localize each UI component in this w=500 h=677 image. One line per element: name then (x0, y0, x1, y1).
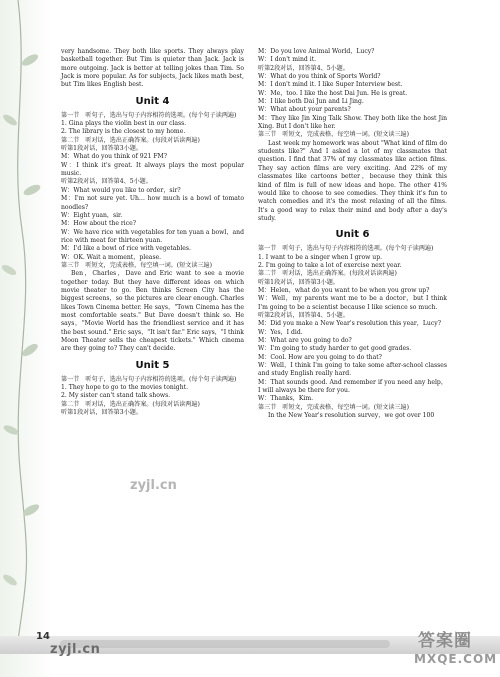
text-line: 2. I'm going to take a lot of exercise next year. (258, 261, 402, 269)
decorative-vine-strip (0, 0, 52, 677)
text-line: 第一节 听句子，选出与句子内容相符的选项。(每个句子读两遍) (61, 111, 237, 119)
text-line: 第二节 听对话，选出正确答案。(每段对话读两遍) (61, 400, 200, 408)
text-line: W：Eight yuan，sir. (61, 211, 123, 219)
text-line: 第一节 听句子，选出与句子内容相符的选项。(每个句子读两遍) (258, 245, 434, 253)
text-line: 听第2段对话，回答第4、5小题。 (258, 64, 349, 72)
text-line: 听第1段对话，回答第3小题。 (258, 278, 339, 286)
text-line: 第三节 听短文，完成表格，每空填一词。(短文读三遍) (258, 131, 410, 139)
text-line: 2. My sister can't stand talk shows. (61, 392, 171, 400)
badge-top-text: 答案圈 (418, 631, 472, 651)
text-line: W：Me，too. I like the host Dai Jun. He is great. (258, 89, 408, 97)
text-line: M：What do you think of 921 FM? (61, 153, 168, 161)
unit-heading: Unit 6 (335, 229, 370, 241)
text-line: 1. Gina plays the violin best in our class. (61, 120, 187, 128)
text-line: W：Well，I think I'm going to take some after-school classes and study English really hard. (258, 362, 447, 378)
text-line: 听第2段对话，回答第4、5小题。 (61, 178, 152, 186)
text-line: very handsome. They both like sports. They always play basketball together. But Tim is quieter than Jack. Jack is more outgoing. Jack is better at telling jokes than Tim. So Jack is more popular. As for subjects, Jack likes math best, but Tim likes English best. (61, 48, 244, 89)
text-line: 第一节 听句子，选出与句子内容相符的选项。(每个句子读两遍) (61, 375, 237, 383)
text-line: W：Well，my parents want me to be a doctor，but I think I'm going to be a scientist because I like science so much. (258, 295, 447, 311)
passage-paragraph: In the New Year's resolution survey，we got over 100 (268, 412, 435, 420)
text-line: 听第2段对话，回答第4、5小题。 (258, 311, 349, 319)
text-line: W：OK. Wait a moment，please. (61, 253, 162, 261)
text-line: M：They like Jin Xing Talk Show. They both like the host Jin Xing. But I don't like her. (258, 114, 447, 131)
passage-paragraph: Ben，Charles，Dave and Eric want to see a movie together today. But they have different ideas on which movie theater to go. Ben thinks Screen City has the biggest screens，so the pictures are clear enough. Charles likes Town Cinema better. He says，"Town Cinema has the most comfortable seats." But Dave doesn't think so. He says，"Movie World has the friendliest service and it has the best sound." Eric says，"It isn't far." Eric says，"I think Moon Theater sells the cheapest tickets." Which cinema are they going to? They can't decide. (61, 270, 244, 353)
text-line: M：Helen，what do you want to be when you grow up? (258, 286, 430, 294)
text-line: 第二节 听对话，选出正确答案。(每段对话读两遍) (61, 136, 200, 144)
text-line: 1. They hope to go to the movies tonight. (61, 384, 189, 392)
text-line: 2. The library is the closest to my home. (61, 128, 186, 136)
passage-paragraph: Last week my homework was about "What kind of film do students like?" And I asked a lot of my classmates that question. I find that 37% of my classmates like action films. They say action films are very exciting. And 22% of my classmates like cartoons better，because they think this kind of film is full of new ideas and hope. The other 41% would like to choose to see comedies. They think it's fun to watch comedies and it's the most relaxing of all the films. It's a good way to relax their mind and body after a day's study. (258, 139, 447, 222)
badge-bottom-text: MXQE.COM (414, 652, 498, 666)
text-line: M：How about the rice? (61, 220, 137, 228)
text-line: M：Do you love Animal World，Lucy? (258, 48, 375, 55)
text-line: M：I'd like a bowl of rice with vegetables. (61, 245, 191, 253)
text-line: W：Thanks，Kim. (258, 395, 314, 403)
text-line: M：I like both Dai Jun and Li Jing. (258, 98, 364, 106)
text-line: W：I think it's great. It always plays the most popular music. (61, 161, 244, 178)
text-line: 第三节 听短文，完成表格，每空填一词。(短文读三遍) (61, 261, 213, 269)
text-line: 第三节 听短文，完成表格，每空填一词。(短文读三遍) (258, 403, 410, 411)
text-line: 听第1段对话，回答第3小题。 (61, 145, 142, 153)
watermark-bottom: zyjl.cn (50, 642, 101, 657)
vine-icon (0, 0, 52, 677)
watermark-middle: zyjl.cn (130, 478, 177, 493)
text-line: W：What about your parents? (258, 106, 351, 114)
text-line: W：I'm going to study harder to get good grades. (258, 345, 412, 353)
text-line: M：That sounds good. And remember if you need any help，I will always be there for you. (258, 378, 447, 395)
text-line: M：I don't mind it. I like Super Interview best. (258, 81, 403, 89)
text-line: W：We have rice with vegetables for ten yuan a bowl，and rice with meat for thirteen yuan. (61, 228, 244, 244)
page-number: 14 (36, 631, 50, 642)
text-line: 1. I want to be a singer when I grow up. (258, 253, 383, 261)
text-line: W：What do you think of Sports World? (258, 73, 381, 81)
text-line: M：What are you going to do? (258, 337, 352, 344)
text-line: W：Yes，I did. (258, 328, 303, 336)
text-line: 第二节 听对话，选出正确答案。(每段对话读两遍) (258, 270, 397, 278)
right-column (258, 48, 447, 420)
text-line: M：Cool. How are you going to do that? (258, 353, 382, 361)
text-line: W：What would you like to order，sir? (61, 186, 181, 194)
text-line: M：Did you make a New Year's resolution this year，Lucy? (258, 320, 441, 328)
text-line: M：I'm not sure yet. Uh… how much is a bowl of tomato noodles? (61, 195, 244, 211)
unit-heading: Unit 4 (135, 95, 170, 107)
text-line: 听第1段对话，回答第3小题。 (61, 409, 142, 417)
text-line: W：I don't mind it. (258, 56, 317, 64)
answer-badge-logo (412, 622, 498, 672)
left-column (61, 48, 244, 417)
unit-heading: Unit 5 (135, 359, 170, 371)
footer-band-inner (60, 640, 390, 648)
